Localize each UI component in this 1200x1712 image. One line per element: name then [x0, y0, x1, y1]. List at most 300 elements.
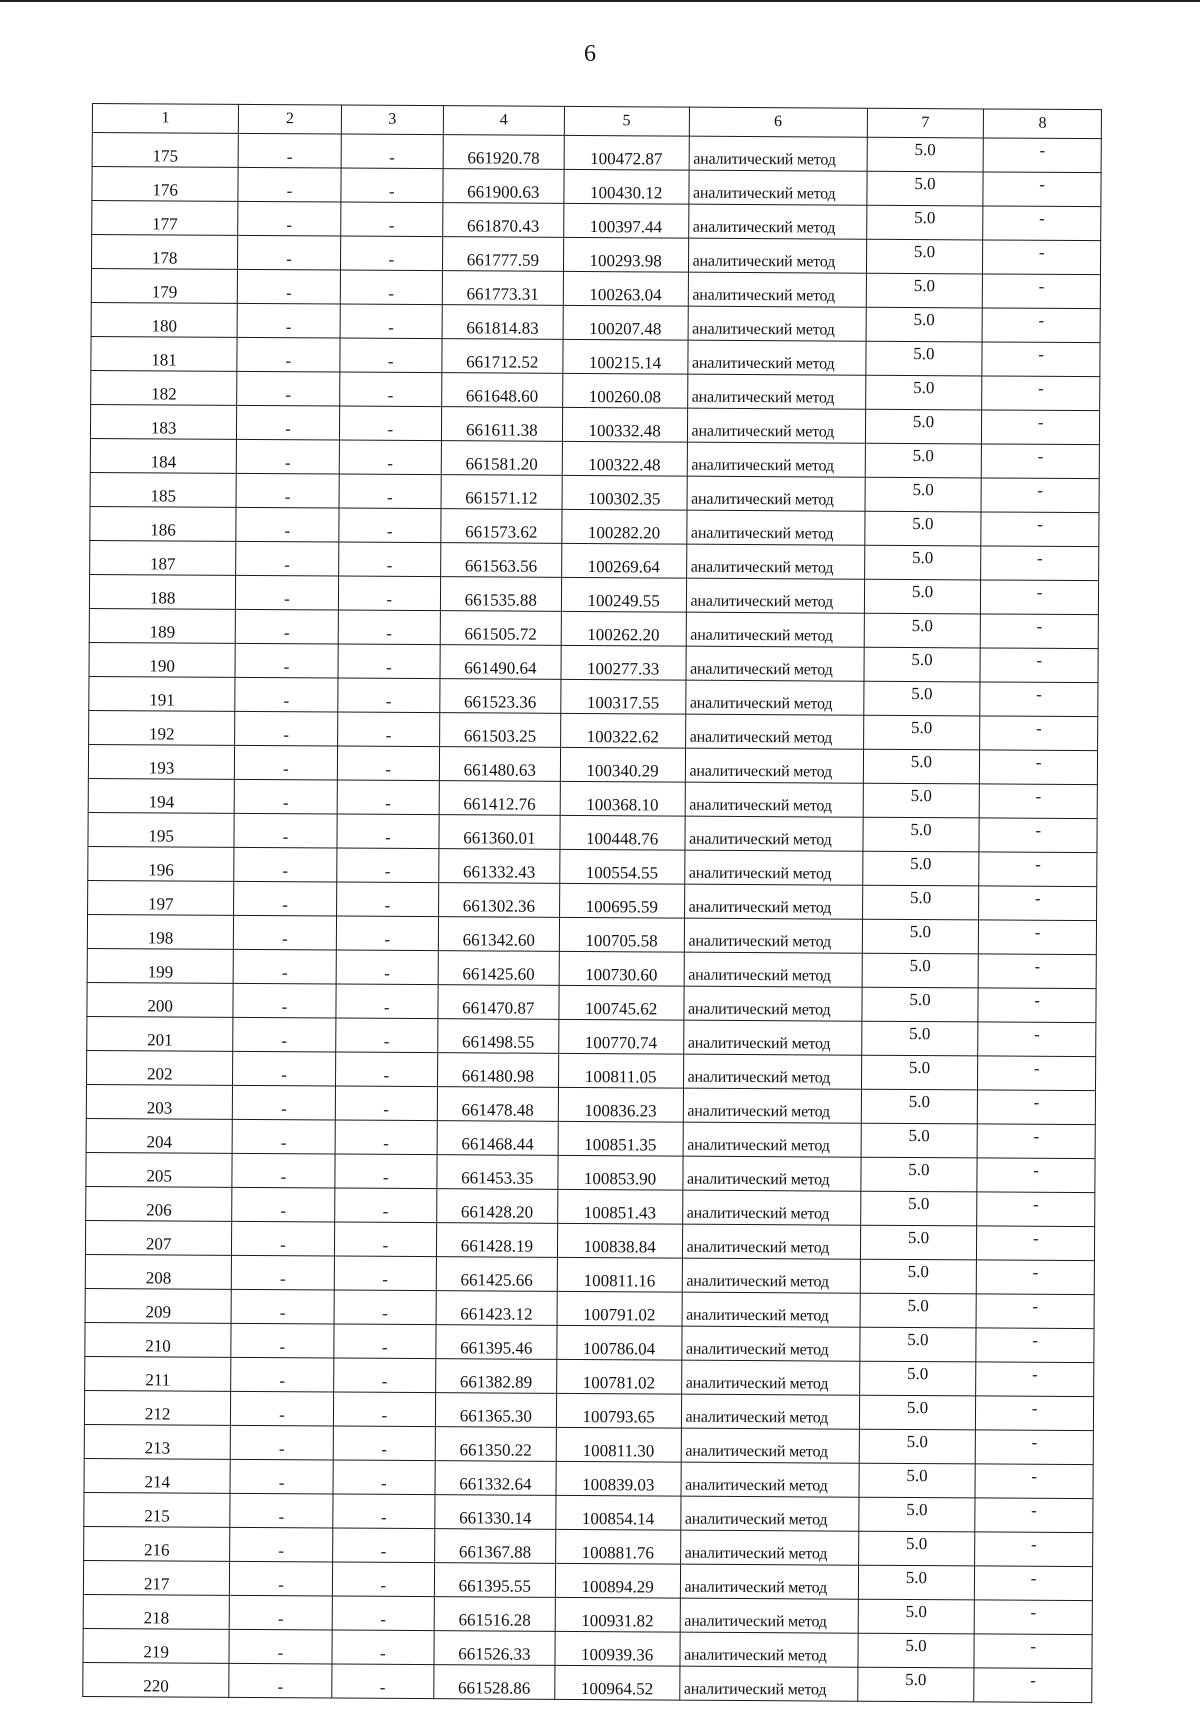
col-3-value-cell: -	[336, 950, 439, 985]
method-cell: аналитический метод	[685, 714, 863, 749]
col-8-value-cell: -	[975, 1566, 1093, 1601]
col-2-value-cell: -	[233, 1017, 336, 1052]
col-3-value-cell: -	[336, 882, 439, 917]
x-coordinate-cell: 661395.55	[434, 1563, 555, 1598]
col-2-value-cell: -	[238, 133, 341, 168]
column-header: 6	[689, 107, 867, 137]
y-coordinate-cell: 100263.04	[563, 271, 688, 306]
col-2-value-cell: -	[235, 711, 338, 746]
col-2-value-cell: -	[237, 337, 340, 372]
column-header: 4	[443, 106, 564, 136]
x-coordinate-cell: 661526.33	[434, 1631, 555, 1666]
col-2-value-cell: -	[232, 1221, 335, 1256]
x-coordinate-cell: 661523.36	[440, 679, 561, 714]
col-2-value-cell: -	[238, 235, 341, 270]
point-number-cell: 195	[88, 812, 235, 847]
accuracy-cell: 5.0	[858, 1497, 975, 1532]
method-cell: аналитический метод	[687, 340, 865, 375]
accuracy-cell: 5.0	[861, 1089, 978, 1124]
x-coordinate-cell: 661428.19	[436, 1223, 557, 1258]
y-coordinate-cell: 100705.58	[559, 917, 684, 952]
y-coordinate-cell: 100964.52	[554, 1665, 679, 1700]
x-coordinate-cell: 661505.72	[440, 611, 561, 646]
y-coordinate-cell: 100851.35	[558, 1121, 683, 1156]
point-number-cell: 200	[87, 982, 234, 1017]
accuracy-cell: 5.0	[863, 681, 980, 716]
col-8-value-cell: -	[978, 1090, 1096, 1125]
point-number-cell: 176	[92, 167, 239, 202]
method-cell: аналитический метод	[688, 204, 866, 239]
accuracy-cell: 5.0	[860, 1259, 977, 1294]
x-coordinate-cell: 661777.59	[442, 237, 563, 272]
x-coordinate-cell: 661573.62	[441, 509, 562, 544]
col-8-value-cell: -	[980, 716, 1098, 751]
point-number-cell: 207	[85, 1220, 232, 1255]
y-coordinate-cell: 100277.33	[561, 645, 686, 680]
method-cell: аналитический метод	[688, 170, 866, 205]
accuracy-cell: 5.0	[860, 1225, 977, 1260]
accuracy-cell: 5.0	[864, 613, 981, 648]
method-cell: аналитический метод	[681, 1326, 859, 1361]
accuracy-cell: 5.0	[859, 1361, 976, 1396]
col-2-value-cell: -	[234, 813, 337, 848]
y-coordinate-cell: 100282.20	[562, 509, 687, 544]
y-coordinate-cell: 100853.90	[558, 1155, 683, 1190]
y-coordinate-cell: 100745.62	[559, 985, 684, 1020]
x-coordinate-cell: 661428.20	[437, 1189, 558, 1224]
accuracy-cell: 5.0	[861, 1123, 978, 1158]
y-coordinate-cell: 100368.10	[560, 781, 685, 816]
col-2-value-cell: -	[234, 779, 337, 814]
col-3-value-cell: -	[341, 134, 444, 169]
x-coordinate-cell: 661814.83	[442, 305, 563, 340]
y-coordinate-cell: 100793.65	[556, 1393, 681, 1428]
col-3-value-cell: -	[339, 474, 442, 509]
x-coordinate-cell: 661423.12	[436, 1291, 557, 1326]
col-3-value-cell: -	[340, 270, 443, 305]
accuracy-cell: 5.0	[859, 1395, 976, 1430]
col-3-value-cell: -	[340, 236, 443, 271]
method-cell: аналитический метод	[687, 408, 865, 443]
col-3-value-cell: -	[333, 1426, 436, 1461]
col-8-value-cell: -	[976, 1328, 1094, 1363]
col-8-value-cell: -	[978, 1022, 1096, 1057]
accuracy-cell: 5.0	[866, 307, 983, 342]
point-number-cell: 218	[83, 1594, 230, 1629]
col-3-value-cell: -	[333, 1460, 436, 1495]
col-2-value-cell: -	[233, 983, 336, 1018]
method-cell: аналитический метод	[682, 1156, 860, 1191]
method-cell: аналитический метод	[683, 1122, 861, 1157]
col-8-value-cell: -	[979, 886, 1097, 921]
col-8-value-cell: -	[983, 240, 1101, 275]
col-8-value-cell: -	[980, 750, 1098, 785]
accuracy-cell: 5.0	[862, 987, 979, 1022]
col-8-value-cell: -	[975, 1532, 1093, 1567]
accuracy-cell: 5.0	[862, 885, 979, 920]
col-3-value-cell: -	[336, 984, 439, 1019]
col-3-value-cell: -	[338, 610, 441, 645]
col-2-value-cell: -	[233, 1085, 336, 1120]
point-number-cell: 198	[87, 914, 234, 949]
col-3-value-cell: -	[332, 1562, 435, 1597]
col-3-value-cell: -	[340, 202, 443, 237]
col-3-value-cell: -	[337, 814, 440, 849]
accuracy-cell: 5.0	[859, 1429, 976, 1464]
x-coordinate-cell: 661395.46	[436, 1325, 557, 1360]
accuracy-cell: 5.0	[863, 715, 980, 750]
column-header: 7	[867, 108, 984, 138]
col-3-value-cell: -	[340, 338, 443, 373]
y-coordinate-cell: 100322.62	[560, 713, 685, 748]
x-coordinate-cell: 661470.87	[438, 985, 559, 1020]
accuracy-cell: 5.0	[866, 239, 983, 274]
column-header: 3	[341, 105, 444, 135]
col-8-value-cell: -	[980, 682, 1098, 717]
col-3-value-cell: -	[338, 542, 441, 577]
y-coordinate-cell: 100472.87	[564, 135, 689, 170]
method-cell: аналитический метод	[684, 952, 862, 987]
col-3-value-cell: -	[334, 1188, 437, 1223]
x-coordinate-cell: 661332.43	[439, 849, 560, 884]
col-2-value-cell: -	[231, 1425, 334, 1460]
col-2-value-cell: -	[235, 745, 338, 780]
accuracy-cell: 5.0	[862, 953, 979, 988]
y-coordinate-cell: 100215.14	[563, 339, 688, 374]
col-2-value-cell: -	[237, 303, 340, 338]
col-8-value-cell: -	[977, 1192, 1095, 1227]
x-coordinate-cell: 661870.43	[443, 203, 564, 238]
accuracy-cell: 5.0	[860, 1191, 977, 1226]
point-number-cell: 202	[87, 1050, 234, 1085]
col-2-value-cell: -	[234, 881, 337, 916]
x-coordinate-cell: 661900.63	[443, 169, 564, 204]
y-coordinate-cell: 100811.16	[557, 1257, 682, 1292]
col-2-value-cell: -	[231, 1357, 334, 1392]
column-header: 5	[564, 106, 689, 136]
col-3-value-cell: -	[338, 576, 441, 611]
point-number-cell: 193	[88, 744, 235, 779]
point-number-cell: 215	[84, 1492, 231, 1527]
y-coordinate-cell: 100554.55	[559, 849, 684, 884]
col-2-value-cell: -	[234, 847, 337, 882]
method-cell: аналитический метод	[680, 1632, 858, 1667]
col-2-value-cell: -	[236, 473, 339, 508]
method-cell: аналитический метод	[686, 612, 864, 647]
y-coordinate-cell: 100811.30	[556, 1427, 681, 1462]
accuracy-cell: 5.0	[865, 477, 982, 512]
col-2-value-cell: -	[231, 1391, 334, 1426]
accuracy-cell: 5.0	[862, 919, 979, 954]
col-3-value-cell: -	[333, 1392, 436, 1427]
accuracy-cell: 5.0	[858, 1599, 975, 1634]
table-row	[83, 1662, 1092, 1702]
point-number-cell: 217	[83, 1560, 230, 1595]
method-cell: аналитический метод	[680, 1564, 858, 1599]
x-coordinate-cell: 661480.63	[439, 747, 560, 782]
y-coordinate-cell: 100340.29	[560, 747, 685, 782]
col-2-value-cell: -	[229, 1629, 332, 1664]
accuracy-cell: 5.0	[860, 1157, 977, 1192]
x-coordinate-cell: 661611.38	[441, 407, 562, 442]
point-number-cell: 220	[83, 1662, 230, 1697]
col-8-value-cell: -	[982, 308, 1100, 343]
method-cell: аналитический метод	[682, 1224, 860, 1259]
col-3-value-cell: -	[337, 780, 440, 815]
col-2-value-cell: -	[238, 201, 341, 236]
method-cell: аналитический метод	[683, 986, 861, 1021]
y-coordinate-cell: 100397.44	[563, 203, 688, 238]
point-number-cell: 211	[85, 1356, 232, 1391]
point-number-cell: 189	[89, 608, 236, 643]
x-coordinate-cell: 661382.89	[436, 1359, 557, 1394]
accuracy-cell: 5.0	[864, 511, 981, 546]
point-number-cell: 181	[91, 336, 238, 371]
point-number-cell: 190	[89, 642, 236, 677]
column-header: 2	[239, 104, 342, 134]
accuracy-cell: 5.0	[857, 1667, 974, 1702]
method-cell: аналитический метод	[683, 1020, 861, 1055]
x-coordinate-cell: 661535.88	[440, 577, 561, 612]
x-coordinate-cell: 661367.88	[435, 1529, 556, 1564]
col-2-value-cell: -	[236, 541, 339, 576]
point-number-cell: 212	[84, 1390, 231, 1425]
method-cell: аналитический метод	[689, 136, 867, 171]
method-cell: аналитический метод	[687, 476, 865, 511]
accuracy-cell: 5.0	[859, 1327, 976, 1362]
col-2-value-cell: -	[238, 269, 341, 304]
x-coordinate-cell: 661712.52	[442, 339, 563, 374]
col-8-value-cell: -	[983, 274, 1101, 309]
y-coordinate-cell: 100695.59	[559, 883, 684, 918]
col-3-value-cell: -	[337, 678, 440, 713]
y-coordinate-cell: 100317.55	[561, 679, 686, 714]
point-number-cell: 182	[91, 370, 238, 405]
col-8-value-cell: -	[981, 546, 1099, 581]
x-coordinate-cell: 661332.64	[435, 1461, 556, 1496]
method-cell: аналитический метод	[686, 544, 864, 579]
col-8-value-cell: -	[978, 1056, 1096, 1091]
y-coordinate-cell: 100262.20	[561, 611, 686, 646]
method-cell: аналитический метод	[687, 374, 865, 409]
accuracy-cell: 5.0	[858, 1565, 975, 1600]
col-3-value-cell: -	[331, 1664, 434, 1699]
x-coordinate-cell: 661365.30	[435, 1393, 556, 1428]
col-8-value-cell: -	[982, 376, 1100, 411]
col-3-value-cell: -	[339, 440, 442, 475]
accuracy-cell: 5.0	[861, 1021, 978, 1056]
col-3-value-cell: -	[332, 1528, 435, 1563]
col-2-value-cell: -	[235, 643, 338, 678]
col-3-value-cell: -	[334, 1256, 437, 1291]
x-coordinate-cell: 661920.78	[443, 135, 564, 170]
accuracy-cell: 5.0	[867, 137, 984, 172]
y-coordinate-cell: 100781.02	[556, 1359, 681, 1394]
method-cell: аналитический метод	[681, 1428, 859, 1463]
point-number-cell: 214	[84, 1458, 231, 1493]
method-cell: аналитический метод	[687, 442, 865, 477]
point-number-cell: 213	[84, 1424, 231, 1459]
col-8-value-cell: -	[981, 580, 1099, 615]
col-3-value-cell: -	[338, 508, 441, 543]
col-2-value-cell: -	[230, 1459, 333, 1494]
x-coordinate-cell: 661350.22	[435, 1427, 556, 1462]
point-number-cell: 186	[90, 506, 237, 541]
col-8-value-cell: -	[975, 1464, 1093, 1499]
col-2-value-cell: -	[237, 405, 340, 440]
point-number-cell: 178	[91, 235, 238, 270]
point-number-cell: 196	[88, 846, 235, 881]
method-cell: аналитический метод	[685, 748, 863, 783]
col-3-value-cell: -	[335, 1086, 438, 1121]
method-cell: аналитический метод	[682, 1190, 860, 1225]
method-cell: аналитический метод	[685, 782, 863, 817]
col-8-value-cell: -	[976, 1396, 1094, 1431]
y-coordinate-cell: 100786.04	[557, 1325, 682, 1360]
x-coordinate-cell: 661342.60	[438, 917, 559, 952]
accuracy-cell: 5.0	[864, 545, 981, 580]
col-8-value-cell: -	[983, 172, 1101, 207]
point-number-cell: 192	[89, 710, 236, 745]
accuracy-cell: 5.0	[863, 783, 980, 818]
accuracy-cell: 5.0	[858, 1531, 975, 1566]
x-coordinate-cell: 661490.64	[440, 645, 561, 680]
col-8-value-cell: -	[980, 648, 1098, 683]
x-coordinate-cell: 661302.36	[439, 883, 560, 918]
x-coordinate-cell: 661773.31	[442, 271, 563, 306]
col-2-value-cell: -	[234, 915, 337, 950]
col-3-value-cell: -	[332, 1596, 435, 1631]
x-coordinate-cell: 661468.44	[437, 1121, 558, 1156]
y-coordinate-cell: 100839.03	[556, 1461, 681, 1496]
method-cell: аналитический метод	[688, 272, 866, 307]
method-cell: аналитический метод	[685, 816, 863, 851]
point-number-cell: 216	[84, 1526, 231, 1561]
method-cell: аналитический метод	[680, 1598, 858, 1633]
col-3-value-cell: -	[336, 848, 439, 883]
x-coordinate-cell: 661425.60	[438, 951, 559, 986]
x-coordinate-cell: 661498.55	[438, 1019, 559, 1054]
accuracy-cell: 5.0	[864, 579, 981, 614]
y-coordinate-cell: 100836.23	[558, 1087, 683, 1122]
point-number-cell: 194	[88, 778, 235, 813]
y-coordinate-cell: 100730.60	[559, 951, 684, 986]
accuracy-cell: 5.0	[865, 409, 982, 444]
col-3-value-cell: -	[335, 1052, 438, 1087]
method-cell: аналитический метод	[683, 1054, 861, 1089]
accuracy-cell: 5.0	[859, 1463, 976, 1498]
x-coordinate-cell: 661453.35	[437, 1155, 558, 1190]
y-coordinate-cell: 100322.48	[562, 441, 687, 476]
point-number-cell: 219	[83, 1628, 230, 1663]
y-coordinate-cell: 100302.35	[562, 475, 687, 510]
col-2-value-cell: -	[232, 1153, 335, 1188]
accuracy-cell: 5.0	[866, 273, 983, 308]
col-8-value-cell: -	[974, 1668, 1092, 1703]
x-coordinate-cell: 661516.28	[434, 1597, 555, 1632]
method-cell: аналитический метод	[688, 306, 866, 341]
accuracy-cell: 5.0	[864, 647, 981, 682]
top-border-rule	[0, 0, 1200, 2]
accuracy-cell: 5.0	[862, 851, 979, 886]
col-3-value-cell: -	[332, 1494, 435, 1529]
y-coordinate-cell: 100770.74	[558, 1019, 683, 1054]
col-8-value-cell: -	[974, 1634, 1092, 1669]
col-8-value-cell: -	[982, 444, 1100, 479]
point-number-cell: 209	[85, 1288, 232, 1323]
point-number-cell: 180	[91, 302, 238, 337]
x-coordinate-cell: 661412.76	[439, 781, 560, 816]
accuracy-cell: 5.0	[858, 1633, 975, 1668]
col-8-value-cell: -	[976, 1294, 1094, 1329]
column-header: 1	[92, 104, 239, 134]
col-2-value-cell: -	[236, 609, 339, 644]
col-3-value-cell: -	[336, 916, 439, 951]
point-number-cell: 206	[86, 1186, 233, 1221]
col-3-value-cell: -	[339, 406, 442, 441]
point-number-cell: 208	[85, 1254, 232, 1289]
col-2-value-cell: -	[233, 1051, 336, 1086]
x-coordinate-cell: 661480.98	[437, 1053, 558, 1088]
col-8-value-cell: -	[975, 1430, 1093, 1465]
point-number-cell: 188	[89, 574, 236, 609]
method-cell: аналитический метод	[686, 510, 864, 545]
method-cell: аналитический метод	[688, 238, 866, 273]
y-coordinate-cell: 100207.48	[563, 305, 688, 340]
y-coordinate-cell: 100854.14	[556, 1495, 681, 1530]
point-number-cell: 179	[91, 268, 238, 303]
col-8-value-cell: -	[979, 852, 1097, 887]
col-8-value-cell: -	[981, 478, 1099, 513]
col-8-value-cell: -	[978, 954, 1096, 989]
method-cell: аналитический метод	[680, 1496, 858, 1531]
method-cell: аналитический метод	[684, 850, 862, 885]
col-2-value-cell: -	[236, 575, 339, 610]
point-number-cell: 210	[85, 1322, 232, 1357]
point-number-cell: 197	[88, 880, 235, 915]
col-3-value-cell: -	[340, 304, 443, 339]
col-2-value-cell: -	[230, 1527, 333, 1562]
y-coordinate-cell: 100894.29	[555, 1563, 680, 1598]
x-coordinate-cell: 661571.12	[441, 475, 562, 510]
method-cell: аналитический метод	[680, 1530, 858, 1565]
col-3-value-cell: -	[337, 712, 440, 747]
x-coordinate-cell: 661563.56	[441, 543, 562, 578]
col-3-value-cell: -	[334, 1222, 437, 1257]
method-cell: аналитический метод	[684, 884, 862, 919]
method-cell: аналитический метод	[682, 1258, 860, 1293]
col-2-value-cell: -	[237, 371, 340, 406]
accuracy-cell: 5.0	[865, 341, 982, 376]
method-cell: аналитический метод	[681, 1462, 859, 1497]
x-coordinate-cell: 661528.86	[434, 1665, 555, 1700]
point-number-cell: 185	[90, 472, 237, 507]
col-3-value-cell: -	[333, 1324, 436, 1359]
method-cell: аналитический метод	[682, 1292, 860, 1327]
point-number-cell: 187	[90, 540, 237, 575]
col-8-value-cell: -	[982, 342, 1100, 377]
col-8-value-cell: -	[975, 1498, 1093, 1533]
x-coordinate-cell: 661360.01	[439, 815, 560, 850]
y-coordinate-cell: 100249.55	[561, 577, 686, 612]
accuracy-cell: 5.0	[865, 375, 982, 410]
x-coordinate-cell: 661330.14	[435, 1495, 556, 1530]
y-coordinate-cell: 100332.48	[562, 407, 687, 442]
point-number-cell: 183	[90, 404, 237, 439]
x-coordinate-cell: 661425.66	[436, 1257, 557, 1292]
col-2-value-cell: -	[230, 1493, 333, 1528]
col-2-value-cell: -	[235, 677, 338, 712]
